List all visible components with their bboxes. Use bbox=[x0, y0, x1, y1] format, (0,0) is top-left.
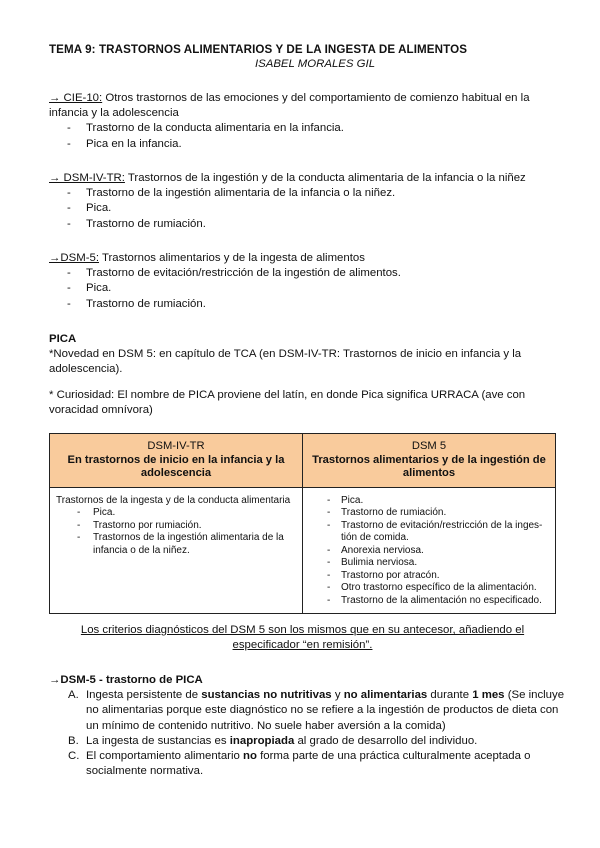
list-item: - Trastorno de evitación/restricción de la ingestión de alimentos. bbox=[49, 266, 565, 281]
classification-desc: Otros trastornos de las emociones y del comportamiento de comienzo habitual en la infancia y la adolescencia bbox=[49, 92, 530, 120]
dsm5-pica-section bbox=[49, 673, 565, 779]
criteria-note: Los criterios diagnósticos del DSM 5 son los mismos que en su antecesor, añadiendo el especificador “en remisión”. bbox=[80, 624, 525, 652]
criterion-text: (Se incluye no alimentarias porque este diagnóstico no se refiere a la ingestión de productos de dieta con un mínimo de contenido nutritivo. No suele haber aversión a la comida) bbox=[86, 689, 565, 732]
list-item: - Trastorno por rumiación. bbox=[56, 520, 296, 533]
list-item: - Trastorno de rumiación. bbox=[49, 297, 565, 312]
table-header-title: DSM 5 bbox=[411, 440, 447, 452]
criterion-item bbox=[49, 749, 565, 779]
table-cell-dsm-iv-tr bbox=[50, 487, 303, 614]
table-header-subtitle: Trastornos alimentarios y de la ingestión de alimentos bbox=[312, 453, 546, 480]
criterion-bold: 1 mes bbox=[472, 689, 505, 702]
criterion-letter: A. bbox=[68, 689, 79, 702]
list-item: - Bulimia nerviosa. bbox=[309, 557, 549, 570]
pica-novedad: *Novedad en DSM 5: en capítulo de TCA (en DSM-IV-TR: Trastornos de inicio en infancia y la adolescencia). bbox=[49, 348, 522, 376]
list-item: - Pica. bbox=[56, 507, 296, 520]
list-item: - Trastorno de la ingestión alimentaria de la infancia o la niñez. bbox=[49, 186, 565, 201]
comparison-table bbox=[49, 433, 556, 614]
list-item: - Anorexia nerviosa. bbox=[309, 545, 549, 558]
list-item: - Pica. bbox=[49, 201, 565, 216]
classification-ref: →DSM-5: bbox=[49, 252, 99, 264]
list-item: - Trastorno de rumiación. bbox=[309, 507, 549, 520]
criterion-text: al grado de desarrollo del individuo. bbox=[294, 734, 478, 747]
table-header-dsm5 bbox=[303, 434, 556, 488]
criterion-text: y bbox=[331, 689, 344, 702]
criterion-bold: no alimentarias bbox=[343, 689, 428, 702]
pica-heading: PICA bbox=[49, 333, 77, 345]
criterion-bold: inapropiada bbox=[229, 734, 295, 747]
criterion-text: durante bbox=[427, 689, 473, 702]
pica-curiosidad: * Curiosidad: El nombre de PICA proviene del latín, en donde Pica significa URRACA (ave con voracidad omnívora) bbox=[49, 389, 526, 417]
section-heading: DSM-5 - trastorno de PICA bbox=[60, 674, 203, 686]
list-item: - Otro trastorno específico de la alimentación. bbox=[309, 582, 549, 595]
classification-desc: Trastornos alimentarios y de la ingesta de alimentos bbox=[99, 252, 365, 264]
list-item: - Trastorno de la conducta alimentaria en la infancia. bbox=[49, 121, 565, 136]
list-item: - Pica. bbox=[49, 281, 565, 296]
criterion-text: La ingesta de sustancias es bbox=[86, 734, 230, 747]
author-name: ISABEL MORALES GIL bbox=[254, 58, 376, 70]
list-item: - Trastornos de la ingestión alimentaria de la infancia o de la niñez. bbox=[56, 532, 296, 557]
classification-ref: → DSM-IV-TR: bbox=[49, 172, 125, 184]
table-header-title: DSM-IV-TR bbox=[147, 440, 205, 452]
classification-dsm5 bbox=[49, 251, 565, 312]
criterion-text: forma parte de una práctica culturalmente aceptada o socialmente normativa. bbox=[86, 750, 531, 778]
criterion-bold: no bbox=[243, 750, 257, 763]
criterion-item bbox=[49, 688, 565, 734]
criterion-bold: sustancias no nutritivas bbox=[201, 689, 332, 702]
list-item: - Trastorno de rumiación. bbox=[49, 217, 565, 232]
list-item: - Trastorno por atracón. bbox=[309, 570, 549, 583]
classification-ref: → CIE-10: bbox=[49, 92, 103, 104]
criterion-text: Ingesta persistente de bbox=[86, 689, 202, 702]
classification-cie10 bbox=[49, 91, 565, 152]
arrow-icon: → bbox=[49, 674, 61, 686]
list-item: - Trastorno de evitación/restricción de la inges-tión de comida. bbox=[309, 520, 549, 545]
classification-dsm-iv-tr bbox=[49, 171, 565, 232]
table-header-dsm-iv-tr bbox=[50, 434, 303, 488]
table-cell-intro: Trastornos de la ingesta y de la conducta alimentaria bbox=[56, 494, 291, 506]
criterion-text: El comportamiento alimentario bbox=[86, 750, 244, 763]
list-item: - Pica. bbox=[309, 495, 549, 508]
list-item: - Pica en la infancia. bbox=[49, 137, 565, 152]
document-title: TEMA 9: TRASTORNOS ALIMENTARIOS Y DE LA INGESTA DE ALIMENTOS bbox=[49, 43, 468, 56]
criterion-letter: C. bbox=[68, 750, 80, 763]
table-header-subtitle: En trastornos de inicio en la infancia y la adolescencia bbox=[67, 453, 285, 480]
classification-desc: Trastornos de la ingestión y de la conducta alimentaria de la infancia o la niñez bbox=[124, 172, 526, 184]
table-cell-dsm5 bbox=[303, 487, 556, 614]
list-item: - Trastorno de la alimentación no especificado. bbox=[309, 595, 549, 608]
criterion-letter: B. bbox=[68, 734, 79, 747]
criterion-item bbox=[49, 734, 565, 749]
